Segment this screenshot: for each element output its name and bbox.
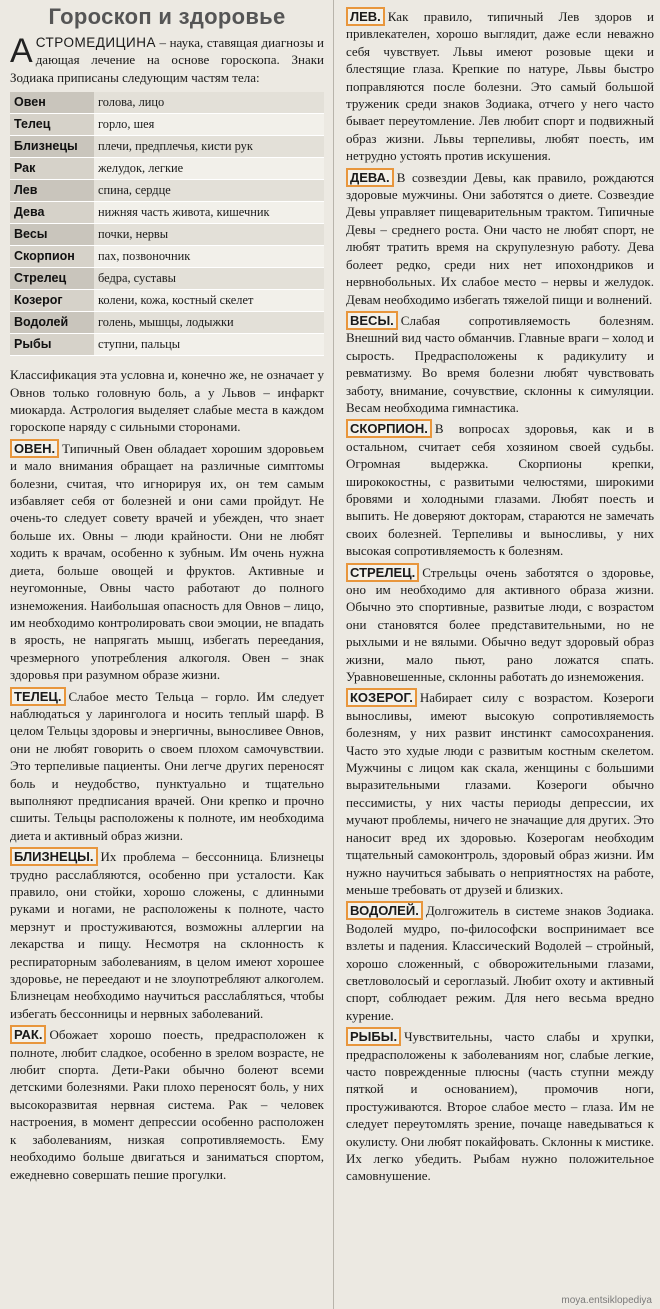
sign-heading: ЛЕВ. [346,7,385,26]
sign-heading: КОЗЕРОГ. [346,688,417,707]
sign-description: Долгожитель в системе знаков Зодиака. Водолей мудро, по-философски воспринимает все взлеты и падения. Классический Водолей – стройный, хорошо сложенный, с обворожительными глазами, светловолосый и сероглазый. Любит охоту и активный спорт, соблюдает режим. Для него весьма вредно курение. [346,903,654,1023]
sign-description: Стрельцы очень заботятся о здоровье, оно им необходимо для активного образа жизни. Обычно это спортивные, развитые люди, с возрастом они становятся более представительными, но не рыхлыми и не вялыми. Обычно ведут здоровый образ жизни, мало пьют, рано ложатся спать. Уравновешенные, склонны работать до изнеможения. [346,564,654,685]
body-parts-cell: бедра, суставы [94,268,324,290]
intro-paragraph [10,34,324,86]
column-divider [333,0,334,1309]
sign-description: Набирает силу с возрастом. Козероги выносливы, имеют высокую сопротивляемость болезням, у них развит инстинкт самосохранения. Часто это худые люди с развитым костным скелетом. Мужчины с лицом как скала, женщины с большими выразительными глазами. Козероги обычно пессимисты, у них часты периоды депрессии, их мучают проблемы, ничего не значащие для других. Это наносит вред их здоровью. Козерогам необходим тщательный самоконтроль, здоровый образ жизни. Им нужно научиться забывать о неприятностях на работе, меньше требовать от друзей и близких. [346,690,654,897]
zodiac-sign-cell: Овен [10,92,94,114]
sign-heading: ДЕВА. [346,168,394,187]
body-parts-cell: спина, сердце [94,180,324,202]
sign-heading: ВЕСЫ. [346,311,398,330]
sign-heading: ОВЕН. [10,439,59,458]
body-parts-cell: плечи, предплечья, кисти рук [94,136,324,158]
body-parts-cell: горло, шея [94,114,324,136]
sign-heading: РЫБЫ. [346,1027,401,1046]
sign-section [346,902,654,1024]
zodiac-body-table [10,92,324,356]
zodiac-sign-cell: Дева [10,202,94,224]
left-column [0,0,332,1187]
zodiac-sign-cell: Телец [10,114,94,136]
sign-section [346,312,654,416]
body-parts-cell: ступни, пальцы [94,334,324,356]
sign-description: В вопросах здоровья, как и в остальном, считает себя хозяином своей судьбы. Огромная выдержка. Скорпионы крепки, ширококостны, с развитыми челюстями, широкими бровями и холодными глазами. Любят поесть и выпить. Не доверяют докторам, стараются не замечать своих болезней. Терпеливы и выносливы, у них высокая сопротивляемость к болезням. [346,421,654,559]
body-parts-cell: пах, позвоночник [94,246,324,268]
left-sections [10,440,324,1183]
sign-description: Их проблема – бессонница. Близнецы трудно расслабляются, особенно при усталости. Как правило, они стойки, хорошо сложены, с длинными руками и ногами, не расположены к полноте, часто мерзнут и простуживаются, возможны аллергии на лекарства и пищу. Несмотря на склонность к респираторным заболеваниям, в целом имеют хорошее здоровье, не переедают и не злоупотребляют алкоголем. Близнецам необходимо научиться расслабляться, чтобы избегать бессонницы и нервных заболеваний. [10,849,324,1021]
zodiac-sign-cell: Водолей [10,312,94,334]
sign-heading: ВОДОЛЕЙ. [346,901,423,920]
sign-heading: ТЕЛЕЦ. [10,687,66,706]
body-parts-cell: голова, лицо [94,92,324,114]
table-row [10,114,324,136]
table-row [10,268,324,290]
zodiac-sign-cell: Весы [10,224,94,246]
zodiac-sign-cell: Стрелец [10,268,94,290]
intro-lead: СТРОМЕДИЦИНА [35,35,156,50]
sign-section [10,848,324,1022]
zodiac-sign-cell: Скорпион [10,246,94,268]
zodiac-sign-cell: Лев [10,180,94,202]
sign-section [346,689,654,898]
table-row [10,312,324,334]
sign-description: В созвездии Девы, как правило, рождаются здоровые мужчины. Они заботятся о диете. Созвездие Девы управляет пищеварительным трактом. Типичные Девы – среднего роста. Они часто не любят спорт, не любят тратить время на скрупулезную работу. Дева болеет редко, среди них нет ипохондриков и нервнобольных. Их слабое место – нервы и желудок. Девам необходимо избегать тяжелой пищи и волнений. [346,169,654,307]
table-row [10,92,324,114]
table-row [10,246,324,268]
article-title: Гороскоп и здоровье [48,4,286,29]
sign-section [346,8,654,165]
sign-description: Обожает хорошо поесть, предрасположен к полноте, любит сладкое, особенно в зрелом возрасте, не любит спорта. Дети-Раки обычно болеют всеми детскими болезнями. Раки плохо переносят боль, у них высокоразвитая нервная система. Рак – человек настроения, в момент депрессии особенно расположен к заболеваниям, низкая сопротивляемость. Ему необходимо больше двигаться и заниматься спортом, ежедневно совершать пешие прогулки. [10,1027,324,1182]
zodiac-sign-cell: Рыбы [10,334,94,356]
classification-paragraph: Классификация эта условна и, конечно же, не означает у Овнов только головную боль, а у Львов – инфаркт миокарда. Астрология выделяет слабые места в каждом гороскопе наряду с сильными сторонами. [10,367,324,435]
watermark-text: moya.entsiklopediya [561,1295,652,1306]
table-row [10,334,324,356]
sign-heading: РАК. [10,1025,46,1044]
right-column [338,0,660,1189]
intro-text: – наука, ставящая диагнозы и дающая лечение на основе гороскопа. Знаки Зодиака приписаны следующим частям тела: [10,35,324,85]
sign-description: Слабое место Тельца – горло. Им следует наблюдаться у ларинголога и носить теплый шарф. В целом Тельцы здоровы и энергичны, выносливее Овнов, они не любят говорить о своем плохом самочувствии. Это терпеливые пациенты. Они легче других переносят боль и неудобство, пунктуально и тщательно выполняют предписания врачей. Они крепко и прочно сшиты. Тельцы расположены к полноте, им необходима диета и активный образ жизни. [10,688,324,843]
sign-description: Чувствительны, часто слабы и хрупки, предрасположены к заболеваниям ног, слабые легкие, часто поврежденные плюсны (часть ступни между пяткой и основанием), промочив ноги, простуживаются. Второе слабое место – глаза. Им не следует переутомлять зрение, почаще наведываться к окулисту. Они любят покайфовать. Склонны к мистике. Их легко убедить. Рыбам нужно положительное самовнушение. [346,1029,654,1184]
zodiac-sign-cell: Рак [10,158,94,180]
sign-heading: БЛИЗНЕЦЫ. [10,847,98,866]
sign-section [346,1028,654,1185]
table-row [10,224,324,246]
zodiac-sign-cell: Близнецы [10,136,94,158]
zodiac-sign-cell: Козерог [10,290,94,312]
sign-heading: СКОРПИОН. [346,419,432,438]
sign-heading: СТРЕЛЕЦ. [346,563,419,582]
sign-section [346,564,654,686]
sign-description: Типичный Овен обладает хорошим здоровьем и мало внимания обращает на различные симптомы болезни, считая, что игнорируя их, он тем самым избавляет себя от болезней и они сами пройдут. Не очень-то следует совету врачей и убежден, что знает больше их. Овны – люди крайности. Они не любят ходить к врачам, особенно к зубным. Им очень нужна диета, больше овощей и фруктов. Активные и неугомонные, Овны часто работают до полного изнеможения. Наибольшая опасность для Овнов – лицо, им необходимо контролировать свои эмоции, не впадать в ярость, не напрягать мышц, избегать переедания, чрезмерного употребления алкоголя. Овен – знак здоровья при разумном образе жизни. [10,440,324,683]
sign-section [10,688,324,845]
table-row [10,290,324,312]
sign-section [10,1026,324,1183]
sign-description: Как правило, типичный Лев здоров и привлекателен, хорошо выглядит, даже если неважно себя чувствует. Львы имеют розовые щеки и блестящие глаза. Крепкие по натуре, Львы быстро поправляются после болезни. Это самый большой труженик среди знаков Зодиака, отчего у него часто бывает переутомление. Лев любит спорт и подвижный образ жизни. Львы терпеливы, любят поесть, им нетрудно устоять против искушения. [346,9,654,164]
sign-section [10,440,324,684]
body-parts-cell: желудок, легкие [94,158,324,180]
table-row [10,202,324,224]
table-row [10,136,324,158]
drop-cap: А [10,32,33,70]
table-row [10,158,324,180]
right-sections [346,8,654,1185]
sign-section [346,420,654,559]
table-row [10,180,324,202]
body-parts-cell: голень, мышцы, лодыжки [94,312,324,334]
sign-section [346,169,654,308]
body-parts-cell: колени, кожа, костный скелет [94,290,324,312]
body-parts-cell: почки, нервы [94,224,324,246]
sign-description: Слабая сопротивляемость болезням. Внешний вид часто обманчив. Главные враги – холод и сырость. Предрасположены к радикулиту и ревматизму. Во время болезни любят чувствовать заботу, внимание, сочувствие, склонны к симуляции. Весам необходима гимнастика. [346,312,654,415]
body-parts-cell: нижняя часть живота, кишечник [94,202,324,224]
